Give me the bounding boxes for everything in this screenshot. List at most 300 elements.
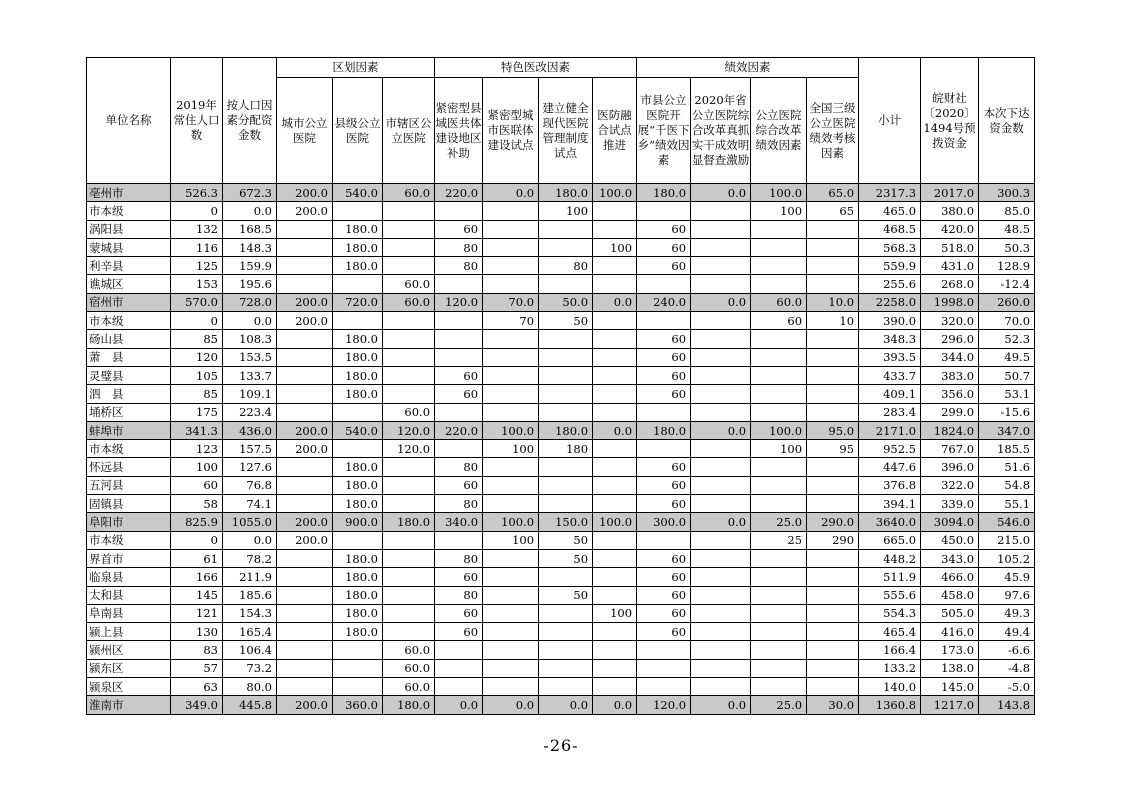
header-unit-name: 单位名称 — [87, 58, 171, 184]
value-cell — [435, 202, 483, 220]
value-cell — [277, 220, 333, 238]
value-cell: 60.0 — [751, 293, 807, 311]
value-cell: 180.0 — [333, 238, 383, 256]
value-cell: 100 — [593, 238, 637, 256]
value-cell — [807, 366, 859, 384]
value-cell: 290 — [807, 531, 859, 549]
value-cell — [637, 659, 691, 677]
table-row — [87, 202, 1035, 220]
value-cell: 60 — [637, 366, 691, 384]
table-row — [87, 348, 1035, 366]
value-cell — [483, 330, 539, 348]
value-cell — [751, 403, 807, 421]
value-cell — [807, 568, 859, 586]
value-cell: 45.9 — [979, 568, 1035, 586]
unit-name-cell: 临泉县 — [87, 568, 171, 586]
value-cell — [807, 549, 859, 567]
value-cell: 180.0 — [333, 330, 383, 348]
unit-name-cell: 颍上县 — [87, 623, 171, 641]
value-cell: 60.0 — [383, 641, 435, 659]
value-cell — [383, 476, 435, 494]
table-row — [87, 604, 1035, 622]
value-cell: 138.0 — [921, 659, 979, 677]
value-cell: 180.0 — [333, 385, 383, 403]
value-cell — [333, 440, 383, 458]
value-cell: 200.0 — [277, 184, 333, 202]
value-cell: 60 — [637, 238, 691, 256]
value-cell — [691, 238, 751, 256]
value-cell — [593, 623, 637, 641]
value-cell: 349.0 — [171, 696, 223, 714]
unit-name-cell: 宿州市 — [87, 293, 171, 311]
value-cell: 49.4 — [979, 623, 1035, 641]
value-cell: 555.6 — [859, 586, 921, 604]
value-cell — [691, 586, 751, 604]
value-cell: 180.0 — [539, 421, 593, 439]
value-cell — [539, 659, 593, 677]
header-thousand-doctors: 市县公立医院开展“千医下乡”绩效因素 — [637, 78, 691, 184]
value-cell: 50 — [539, 531, 593, 549]
header-issued-amount: 本次下达资金数 — [979, 58, 1035, 184]
value-cell: 48.5 — [979, 220, 1035, 238]
value-cell: 65 — [807, 202, 859, 220]
unit-name-cell: 市本级 — [87, 440, 171, 458]
value-cell: 180.0 — [333, 348, 383, 366]
value-cell: 185.6 — [223, 586, 277, 604]
value-cell: 2017.0 — [921, 184, 979, 202]
value-cell — [637, 403, 691, 421]
value-cell: 100.0 — [483, 421, 539, 439]
unit-name-cell: 泗 县 — [87, 385, 171, 403]
value-cell: -6.6 — [979, 641, 1035, 659]
header-district-hospital: 市辖区公立医院 — [383, 78, 435, 184]
value-cell: 80 — [435, 458, 483, 476]
value-cell: 0.0 — [593, 696, 637, 714]
value-cell: 100.0 — [593, 184, 637, 202]
value-cell — [751, 495, 807, 513]
value-cell — [333, 202, 383, 220]
value-cell — [691, 659, 751, 677]
value-cell: 50 — [539, 586, 593, 604]
value-cell: 322.0 — [921, 476, 979, 494]
value-cell — [691, 257, 751, 275]
unit-name-cell: 涡阳县 — [87, 220, 171, 238]
unit-name-cell: 太和县 — [87, 586, 171, 604]
value-cell: 344.0 — [921, 348, 979, 366]
value-cell: 128.9 — [979, 257, 1035, 275]
value-cell — [807, 678, 859, 696]
value-cell — [483, 257, 539, 275]
value-cell — [483, 476, 539, 494]
table-row — [87, 678, 1035, 696]
value-cell: 153 — [171, 275, 223, 293]
value-cell — [637, 531, 691, 549]
value-cell: 546.0 — [979, 513, 1035, 531]
value-cell: 466.0 — [921, 568, 979, 586]
table-row — [87, 330, 1035, 348]
value-cell: 80 — [539, 257, 593, 275]
value-cell — [751, 678, 807, 696]
value-cell: 83 — [171, 641, 223, 659]
value-cell — [691, 440, 751, 458]
value-cell — [383, 330, 435, 348]
value-cell — [539, 220, 593, 238]
value-cell — [333, 678, 383, 696]
value-cell: 120 — [171, 348, 223, 366]
value-cell: 180.0 — [333, 568, 383, 586]
value-cell — [383, 586, 435, 604]
value-cell — [691, 568, 751, 586]
unit-name-cell: 怀远县 — [87, 458, 171, 476]
value-cell: 57 — [171, 659, 223, 677]
value-cell: 433.7 — [859, 366, 921, 384]
value-cell — [751, 385, 807, 403]
value-cell: 320.0 — [921, 312, 979, 330]
header-medical-prevention-pilot: 医防融合试点推进 — [593, 78, 637, 184]
value-cell: 296.0 — [921, 330, 979, 348]
table-row — [87, 275, 1035, 293]
value-cell — [483, 678, 539, 696]
value-cell: 49.3 — [979, 604, 1035, 622]
value-cell: 2317.3 — [859, 184, 921, 202]
value-cell: 140.0 — [859, 678, 921, 696]
value-cell: 240.0 — [637, 293, 691, 311]
value-cell: 100 — [593, 604, 637, 622]
header-group-performance: 绩效因素 — [637, 58, 859, 78]
value-cell — [277, 495, 333, 513]
unit-name-cell: 固镇县 — [87, 495, 171, 513]
value-cell: 0.0 — [593, 421, 637, 439]
value-cell: 60 — [637, 586, 691, 604]
value-cell — [539, 330, 593, 348]
value-cell — [751, 220, 807, 238]
value-cell: 153.5 — [223, 348, 277, 366]
value-cell: 672.3 — [223, 184, 277, 202]
value-cell: 200.0 — [277, 440, 333, 458]
value-cell — [333, 531, 383, 549]
value-cell — [435, 348, 483, 366]
value-cell: 61 — [171, 549, 223, 567]
value-cell: 180.0 — [333, 257, 383, 275]
value-cell: 60 — [435, 220, 483, 238]
value-cell — [435, 275, 483, 293]
value-cell — [751, 568, 807, 586]
value-cell — [483, 275, 539, 293]
value-cell: 180.0 — [637, 184, 691, 202]
value-cell: 100 — [171, 458, 223, 476]
table-row-city — [87, 513, 1035, 531]
value-cell: 120.0 — [383, 421, 435, 439]
value-cell — [277, 549, 333, 567]
value-cell: 0.0 — [223, 531, 277, 549]
value-cell — [383, 495, 435, 513]
value-cell — [751, 586, 807, 604]
value-cell — [483, 659, 539, 677]
value-cell — [807, 495, 859, 513]
value-cell: 55.1 — [979, 495, 1035, 513]
value-cell — [277, 257, 333, 275]
value-cell — [637, 641, 691, 659]
value-cell: 95 — [807, 440, 859, 458]
value-cell: 220.0 — [435, 184, 483, 202]
page-number: -26- — [543, 736, 579, 755]
value-cell — [277, 659, 333, 677]
value-cell: 60 — [637, 348, 691, 366]
value-cell: 0.0 — [223, 312, 277, 330]
unit-name-cell: 蚌埠市 — [87, 421, 171, 439]
value-cell — [593, 257, 637, 275]
value-cell: 0.0 — [691, 421, 751, 439]
value-cell — [539, 678, 593, 696]
value-cell: 60.0 — [383, 678, 435, 696]
value-cell: 458.0 — [921, 586, 979, 604]
value-cell — [435, 641, 483, 659]
value-cell — [277, 604, 333, 622]
unit-name-cell: 市本级 — [87, 312, 171, 330]
value-cell: 260.0 — [979, 293, 1035, 311]
header-group-reform: 特色医改因素 — [435, 58, 637, 78]
value-cell: 445.8 — [223, 696, 277, 714]
value-cell — [593, 531, 637, 549]
value-cell — [539, 476, 593, 494]
value-cell — [593, 495, 637, 513]
value-cell: 166.4 — [859, 641, 921, 659]
value-cell — [383, 312, 435, 330]
value-cell: 100.0 — [751, 421, 807, 439]
value-cell: 65.0 — [807, 184, 859, 202]
value-cell — [593, 275, 637, 293]
value-cell — [539, 641, 593, 659]
value-cell: 80.0 — [223, 678, 277, 696]
value-cell: 185.5 — [979, 440, 1035, 458]
value-cell: 130 — [171, 623, 223, 641]
value-cell: 180.0 — [333, 549, 383, 567]
value-cell — [483, 366, 539, 384]
value-cell — [277, 366, 333, 384]
unit-name-cell: 颍泉区 — [87, 678, 171, 696]
value-cell: 215.0 — [979, 531, 1035, 549]
table-row — [87, 403, 1035, 421]
value-cell: 180 — [539, 440, 593, 458]
value-cell: 100.0 — [751, 184, 807, 202]
value-cell: 3640.0 — [859, 513, 921, 531]
value-cell: 70.0 — [483, 293, 539, 311]
table-row-city — [87, 421, 1035, 439]
value-cell — [539, 275, 593, 293]
value-cell — [593, 385, 637, 403]
value-cell — [435, 330, 483, 348]
value-cell: 58 — [171, 495, 223, 513]
value-cell — [807, 403, 859, 421]
value-cell: 121 — [171, 604, 223, 622]
value-cell: 665.0 — [859, 531, 921, 549]
fund-allocation-table — [86, 57, 1035, 715]
value-cell — [691, 275, 751, 293]
value-cell — [483, 586, 539, 604]
value-cell: 200.0 — [277, 531, 333, 549]
value-cell — [691, 312, 751, 330]
value-cell: 300.0 — [637, 513, 691, 531]
value-cell: 120.0 — [383, 440, 435, 458]
value-cell: 200.0 — [277, 293, 333, 311]
value-cell — [691, 202, 751, 220]
value-cell — [277, 568, 333, 586]
unit-name-cell: 谯城区 — [87, 275, 171, 293]
header-modern-hospital-pilot: 建立健全现代医院管理制度试点 — [539, 78, 593, 184]
header-incentive-2020: 2020年省公立医院综合改革真抓实干成效明显督查激励 — [691, 78, 751, 184]
value-cell: 50.3 — [979, 238, 1035, 256]
value-cell: 0.0 — [691, 184, 751, 202]
value-cell — [383, 366, 435, 384]
value-cell: 60 — [637, 568, 691, 586]
value-cell: 100.0 — [593, 513, 637, 531]
table-row — [87, 549, 1035, 567]
value-cell: 60 — [171, 476, 223, 494]
value-cell: 268.0 — [921, 275, 979, 293]
value-cell — [539, 238, 593, 256]
unit-name-cell: 五河县 — [87, 476, 171, 494]
value-cell: 0.0 — [691, 513, 751, 531]
value-cell — [691, 348, 751, 366]
value-cell: 0 — [171, 202, 223, 220]
value-cell — [435, 403, 483, 421]
unit-name-cell: 埇桥区 — [87, 403, 171, 421]
value-cell: 120.0 — [435, 293, 483, 311]
value-cell — [435, 312, 483, 330]
value-cell — [593, 458, 637, 476]
value-cell — [539, 495, 593, 513]
value-cell: 394.1 — [859, 495, 921, 513]
value-cell: 0 — [171, 312, 223, 330]
value-cell — [593, 568, 637, 586]
unit-name-cell: 灵璧县 — [87, 366, 171, 384]
table-row — [87, 440, 1035, 458]
value-cell — [277, 330, 333, 348]
value-cell: 540.0 — [333, 421, 383, 439]
value-cell — [807, 348, 859, 366]
value-cell: 376.8 — [859, 476, 921, 494]
value-cell: 431.0 — [921, 257, 979, 275]
value-cell — [751, 476, 807, 494]
value-cell: 60 — [637, 257, 691, 275]
value-cell — [751, 275, 807, 293]
table-row — [87, 659, 1035, 677]
value-cell — [751, 641, 807, 659]
value-cell: 100 — [751, 440, 807, 458]
value-cell: 70 — [483, 312, 539, 330]
value-cell: 200.0 — [277, 421, 333, 439]
value-cell — [807, 641, 859, 659]
value-cell — [483, 495, 539, 513]
value-cell: 60 — [435, 385, 483, 403]
value-cell — [637, 275, 691, 293]
value-cell — [751, 257, 807, 275]
value-cell: 300.3 — [979, 184, 1035, 202]
value-cell: 1998.0 — [921, 293, 979, 311]
value-cell — [333, 641, 383, 659]
value-cell: 720.0 — [333, 293, 383, 311]
value-cell: 180.0 — [383, 513, 435, 531]
value-cell: 0.0 — [691, 293, 751, 311]
value-cell — [751, 549, 807, 567]
unit-name-cell: 亳州市 — [87, 184, 171, 202]
value-cell — [691, 641, 751, 659]
value-cell: 60 — [637, 330, 691, 348]
value-cell — [593, 403, 637, 421]
value-cell: 255.6 — [859, 275, 921, 293]
value-cell: 63 — [171, 678, 223, 696]
value-cell: 80 — [435, 549, 483, 567]
value-cell: 173.0 — [921, 641, 979, 659]
value-cell: 0.0 — [223, 202, 277, 220]
value-cell: 0.0 — [435, 696, 483, 714]
value-cell: 60 — [435, 476, 483, 494]
value-cell — [383, 604, 435, 622]
value-cell — [277, 458, 333, 476]
value-cell: 105.2 — [979, 549, 1035, 567]
unit-name-cell: 砀山县 — [87, 330, 171, 348]
value-cell — [383, 568, 435, 586]
value-cell: 100 — [751, 202, 807, 220]
value-cell: 220.0 — [435, 421, 483, 439]
value-cell: -5.0 — [979, 678, 1035, 696]
value-cell: 30.0 — [807, 696, 859, 714]
value-cell: 348.3 — [859, 330, 921, 348]
value-cell: 80 — [435, 495, 483, 513]
header-prefunded: 皖财社〔2020〕1494号预拨资金 — [921, 58, 979, 184]
value-cell: -4.8 — [979, 659, 1035, 677]
value-cell: 60 — [637, 549, 691, 567]
unit-name-cell: 阜南县 — [87, 604, 171, 622]
value-cell: 60.0 — [383, 184, 435, 202]
value-cell: 60 — [435, 604, 483, 622]
value-cell — [593, 220, 637, 238]
value-cell — [539, 568, 593, 586]
table-row — [87, 458, 1035, 476]
header-population-fund: 按人口因素分配资金数 — [223, 58, 277, 184]
value-cell — [691, 403, 751, 421]
value-cell: 447.6 — [859, 458, 921, 476]
value-cell — [751, 330, 807, 348]
value-cell — [539, 366, 593, 384]
value-cell: 180.0 — [333, 366, 383, 384]
value-cell: 51.6 — [979, 458, 1035, 476]
value-cell: 50.0 — [539, 293, 593, 311]
value-cell: 125 — [171, 257, 223, 275]
value-cell — [807, 238, 859, 256]
table-row — [87, 220, 1035, 238]
value-cell: 0.0 — [691, 696, 751, 714]
value-cell: 100 — [483, 440, 539, 458]
value-cell: 60 — [637, 623, 691, 641]
table-row — [87, 366, 1035, 384]
value-cell: 416.0 — [921, 623, 979, 641]
value-cell — [751, 604, 807, 622]
value-cell: 154.3 — [223, 604, 277, 622]
value-cell: 60 — [435, 623, 483, 641]
value-cell — [483, 220, 539, 238]
value-cell — [593, 330, 637, 348]
value-cell: 95.0 — [807, 421, 859, 439]
value-cell — [807, 604, 859, 622]
value-cell — [483, 641, 539, 659]
value-cell: 511.9 — [859, 568, 921, 586]
value-cell — [483, 202, 539, 220]
value-cell — [807, 659, 859, 677]
value-cell: 145 — [171, 586, 223, 604]
value-cell — [807, 275, 859, 293]
table-row-city — [87, 184, 1035, 202]
